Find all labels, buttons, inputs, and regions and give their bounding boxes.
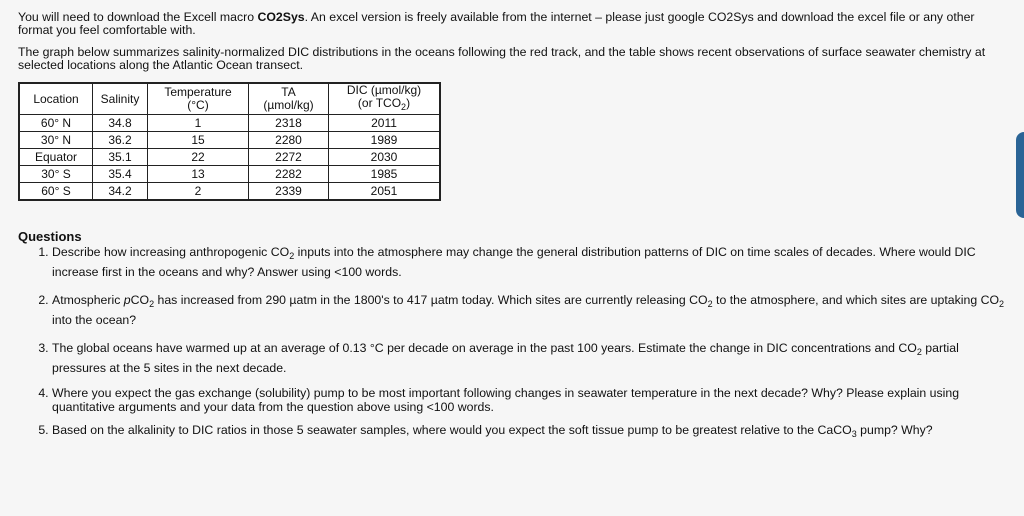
- table-cell: 35.1: [93, 149, 148, 166]
- table-cell: 2030: [329, 149, 441, 166]
- table-cell: Equator: [19, 149, 93, 166]
- side-panel-tab[interactable]: [1016, 132, 1024, 218]
- header-location: Location: [19, 83, 93, 115]
- table-cell: 35.4: [93, 166, 148, 183]
- table-cell: 2280: [249, 132, 329, 149]
- table-cell: 2: [148, 183, 249, 201]
- text: You will need to download the Excell macro: [18, 10, 258, 24]
- table-cell: 1: [148, 115, 249, 132]
- table-cell: 30° S: [19, 166, 93, 183]
- table-cell: 13: [148, 166, 249, 183]
- table-cell: 34.2: [93, 183, 148, 201]
- table-cell: 2011: [329, 115, 441, 132]
- table-header-row: [19, 83, 440, 115]
- seawater-table: [18, 82, 441, 201]
- table-row: [19, 166, 440, 183]
- text: . An excel version is freely available from the internet – please just google CO2Sys and download the excel file or any other format you feel comfortable with.: [18, 10, 975, 37]
- question-2: 2. Atmospheric pCO$_2$ has increased from 290 µatm in the 1800's to 417 µatm today. Which sites are currently releasing $CO_2$ to the atmosphere, and which sites are uptaking $CO_2$ into the ocean?: [52, 292, 1012, 328]
- questions-heading: Questions: [18, 229, 82, 244]
- header-ta: TA (µmol/kg): [249, 83, 329, 115]
- table-cell: 60° S: [19, 183, 93, 201]
- table-cell: 34.8: [93, 115, 148, 132]
- question-4: 4. Where you expect the gas exchange (solubility) pump to be most important following changes in seawater temperature in the next decade? Why? Please explain using quantitative arguments and your data from the question above using <100 words.: [52, 386, 1012, 414]
- table-cell: 2318: [249, 115, 329, 132]
- table-cell: 2051: [329, 183, 441, 201]
- table-cell: 22: [148, 149, 249, 166]
- table-cell: 60° N: [19, 115, 93, 132]
- header-temperature: Temperature (°C): [148, 83, 249, 115]
- question-3: 3. The global oceans have warmed up at an average of 0.13 °C per decade on average in the past 100 years. Estimate the change in DIC concentrations and $CO_2$ partial pressures at the 5 sites in the next decade.: [52, 340, 1012, 376]
- table-row: [19, 149, 440, 166]
- table-cell: 2282: [249, 166, 329, 183]
- table-cell: 1989: [329, 132, 441, 149]
- table-row: [19, 132, 440, 149]
- header-salinity: Salinity: [93, 83, 148, 115]
- table-row: [19, 115, 440, 132]
- table-cell: 2339: [249, 183, 329, 201]
- intro-paragraph-2: The graph below summarizes salinity-normalized DIC distributions in the oceans following the red track, and the table shows recent observations of surface seawater chemistry at selected locations along the Atlantic Ocean transect.: [18, 45, 986, 72]
- co2sys-name: CO2Sys: [257, 10, 305, 24]
- intro-paragraph-1: [18, 11, 1008, 37]
- table-cell: 36.2: [93, 132, 148, 149]
- table-cell: 2272: [249, 149, 329, 166]
- question-5: 5. Based on the alkalinity to DIC ratios in those 5 seawater samples, where would you expect the soft tissue pump to be greatest relative to the CaCO$_3$ pump? Why?: [52, 422, 1012, 442]
- table-cell: 15: [148, 132, 249, 149]
- table-cell: 1985: [329, 166, 441, 183]
- table-cell: 30° N: [19, 132, 93, 149]
- table-row: [19, 183, 440, 201]
- question-1: 1. Describe how increasing anthropogenic $CO_2$ inputs into the atmosphere may change the general distribution patterns of DIC on time scales of decades. Where would DIC increase first in the oceans and why? Answer using <100 words.: [52, 244, 1012, 280]
- questions-list: [18, 244, 1012, 442]
- header-dic: DIC (µmol/kg) (or $TCO_2$): [329, 83, 441, 115]
